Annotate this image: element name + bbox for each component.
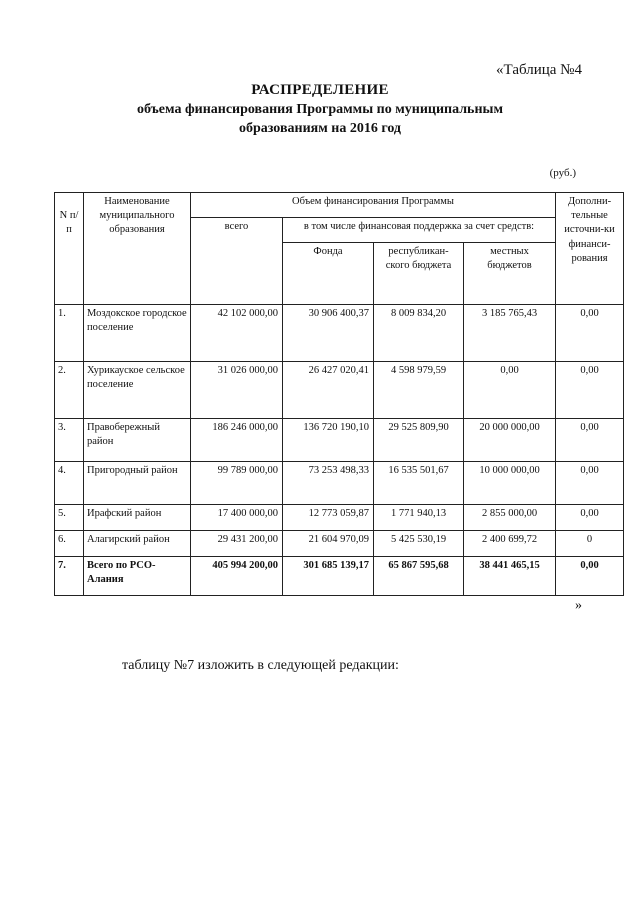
closing-quote: » (575, 598, 582, 613)
row-total: 31 026 000,00 (191, 362, 283, 419)
row-fund: 301 685 139,17 (283, 557, 374, 596)
header-cell-name: Наименование муниципального образования (84, 193, 191, 305)
row-number: 4. (55, 462, 84, 505)
unit-label: (руб.) (549, 167, 576, 179)
row-total: 99 789 000,00 (191, 462, 283, 505)
row-local: 2 400 699,72 (464, 531, 556, 557)
row-number: 2. (55, 362, 84, 419)
row-name: Хурикауское сельское поселение (84, 362, 191, 419)
row-number: 5. (55, 505, 84, 531)
row-republic: 1 771 940,13 (374, 505, 464, 531)
row-extra: 0,00 (556, 305, 624, 362)
row-fund: 136 720 190,10 (283, 419, 374, 462)
row-fund: 26 427 020,41 (283, 362, 374, 419)
row-extra: 0,00 (556, 462, 624, 505)
header-cell-number: N п/п (55, 193, 84, 305)
row-total: 42 102 000,00 (191, 305, 283, 362)
row-republic: 8 009 834,20 (374, 305, 464, 362)
table-number-label: «Таблица №4 (496, 62, 582, 78)
row-name: Алагирский район (84, 531, 191, 557)
row-local: 10 000 000,00 (464, 462, 556, 505)
row-name: Ирафский район (84, 505, 191, 531)
row-local: 2 855 000,00 (464, 505, 556, 531)
header-cell-republic: республикан-ского бюджета (374, 243, 464, 305)
header-cell-including: в том числе финансовая поддержка за счет средств: (283, 218, 556, 243)
table-row (55, 531, 624, 557)
table-row (55, 362, 624, 419)
document-subtitle-line1: объема финансирования Программы по муниципальным (136, 102, 503, 117)
row-name: Правобережный район (84, 419, 191, 462)
row-local: 0,00 (464, 362, 556, 419)
row-local: 20 000 000,00 (464, 419, 556, 462)
row-total: 29 431 200,00 (191, 531, 283, 557)
row-number: 7. (55, 557, 84, 596)
row-number: 6. (55, 531, 84, 557)
row-fund: 12 773 059,87 (283, 505, 374, 531)
row-extra: 0,00 (556, 505, 624, 531)
row-extra: 0,00 (556, 557, 624, 596)
table-row (55, 505, 624, 531)
row-extra: 0,00 (556, 419, 624, 462)
financing-table (54, 192, 624, 596)
row-fund: 30 906 400,37 (283, 305, 374, 362)
row-number: 1. (55, 305, 84, 362)
row-number: 3. (55, 419, 84, 462)
row-republic: 4 598 979,59 (374, 362, 464, 419)
row-extra: 0,00 (556, 362, 624, 419)
document-title: РАСПРЕДЕЛЕНИЕ (251, 82, 389, 98)
row-total: 17 400 000,00 (191, 505, 283, 531)
row-name: Всего по РСО-Алания (84, 557, 191, 596)
row-republic: 5 425 530,19 (374, 531, 464, 557)
row-fund: 73 253 498,33 (283, 462, 374, 505)
table-row (55, 305, 624, 362)
row-local: 3 185 765,43 (464, 305, 556, 362)
row-republic: 29 525 809,90 (374, 419, 464, 462)
row-total: 405 994 200,00 (191, 557, 283, 596)
table-row (55, 419, 624, 462)
header-cell-extra: Дополни-тельные источни-ки финанси-рования (556, 193, 624, 305)
row-local: 38 441 465,15 (464, 557, 556, 596)
row-name: Моздокское городское поселение (84, 305, 191, 362)
row-republic: 16 535 501,67 (374, 462, 464, 505)
instruction-text: таблицу №7 изложить в следующей редакции: (122, 658, 399, 673)
document-subtitle-line2: образованиям на 2016 год (238, 121, 402, 136)
header-cell-total: всего (191, 218, 283, 305)
row-republic: 65 867 595,68 (374, 557, 464, 596)
header-cell-local: местных бюджетов (464, 243, 556, 305)
row-extra: 0 (556, 531, 624, 557)
table-row (55, 462, 624, 505)
row-total: 186 246 000,00 (191, 419, 283, 462)
table-row-total (55, 557, 624, 596)
header-cell-fund: Фонда (283, 243, 374, 305)
row-name: Пригородный район (84, 462, 191, 505)
row-fund: 21 604 970,09 (283, 531, 374, 557)
header-cell-volume: Объем финансирования Программы (191, 193, 556, 218)
